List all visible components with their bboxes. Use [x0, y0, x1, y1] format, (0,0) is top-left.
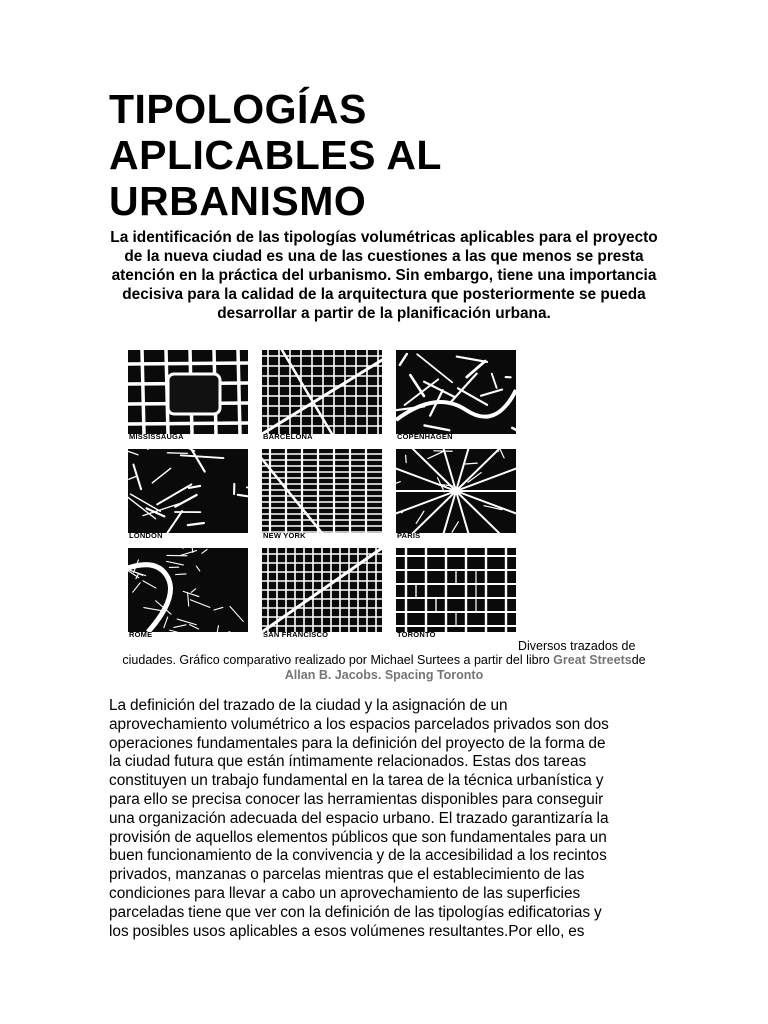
- city-label: SAN FRANCISCO: [263, 630, 329, 639]
- city-label: LONDON: [129, 531, 163, 540]
- city-tile-barcelona: [262, 350, 382, 440]
- city-tile-paris: [396, 449, 516, 539]
- body-paragraph: La definición del trazado de la ciudad y la asignación de un aprovechamiento volumétrico a los espacios parcelados privados son dos operaciones fundamentales para la definición del proyecto de la forma de la ciudad futura que están íntimamente relacionados. Estas dos tareas constituyen un trabajo fundamental en la tarea de la técnica urbanística y para ello se precisa conocer las herramientas disponibles para conseguir una organización adecuada del espacio urbano. El trazado garantizaría la provisión de aquellos elementos públicos que son fundamentales para un buen funcionamiento de la convivencia y de la accesibilidad a los recintos privados, manzanas o parcelas mientras que el establecimiento de las condiciones para llevar a cabo un aprovechamiento de las superficies parceladas tiene que ver con la definición de las tipologías edificatorias y los posibles usos aplicables a esos volúmenes resultantes.Por ello, es: [109, 697, 609, 940]
- city-map-paris: [396, 449, 516, 533]
- city-plans-figure: [128, 350, 520, 650]
- caption-separator: .: [377, 668, 385, 682]
- author-link[interactable]: Allan B. Jacobs: [284, 668, 378, 682]
- city-map-new-york: [262, 449, 382, 533]
- city-map-copenhagen: [396, 350, 516, 434]
- city-label: ROME: [129, 630, 153, 639]
- city-tile-san-francisco: [262, 548, 382, 638]
- title-line-3: URBANISMO: [109, 178, 367, 224]
- lead-paragraph: La identificación de las tipologías volumétricas aplicables para el proyecto de la nueva ciudad es una de las cuestiones a las que menos se presta atención en la práctica del urbanismo. Sin embargo, tiene una importancia decisiva para la calidad de la arquitectura que posteriormente se pueda desarrollar a partir de la planificación urbana.: [110, 229, 658, 322]
- city-label: NEW YORK: [263, 531, 306, 540]
- caption-text: ciudades. Gráfico comparativo realizado por Michael Surtees a partir del libro: [122, 653, 554, 667]
- city-map-rome: [128, 548, 248, 632]
- city-map-mississauga: [128, 350, 248, 434]
- city-label: MISSISSAUGA: [129, 432, 184, 441]
- caption-connector: de: [631, 653, 646, 667]
- city-label: PARIS: [397, 531, 421, 540]
- city-map-barcelona: [262, 350, 382, 434]
- source-link[interactable]: Spacing Toronto: [384, 668, 484, 682]
- city-tile-mississauga: [128, 350, 248, 440]
- city-tile-rome: [128, 548, 248, 638]
- city-map-london: [128, 449, 248, 533]
- city-label: BARCELONA: [263, 432, 313, 441]
- city-tile-copenhagen: [396, 350, 516, 440]
- city-map-san-francisco: [262, 548, 382, 632]
- city-tile-london: [128, 449, 248, 539]
- document-title: [109, 86, 669, 224]
- figure-caption: [110, 653, 658, 683]
- title-line-2: APLICABLES AL: [109, 132, 442, 178]
- city-label: COPENHAGEN: [397, 432, 453, 441]
- city-label: TORONTO: [397, 630, 436, 639]
- city-tile-new-york: [262, 449, 382, 539]
- title-line-1: TIPOLOGÍAS: [109, 86, 367, 132]
- city-tile-toronto: [396, 548, 516, 638]
- city-map-toronto: [396, 548, 516, 632]
- book-link[interactable]: Great Streets: [553, 653, 632, 667]
- figure-caption-start: Diversos trazados de: [518, 639, 636, 653]
